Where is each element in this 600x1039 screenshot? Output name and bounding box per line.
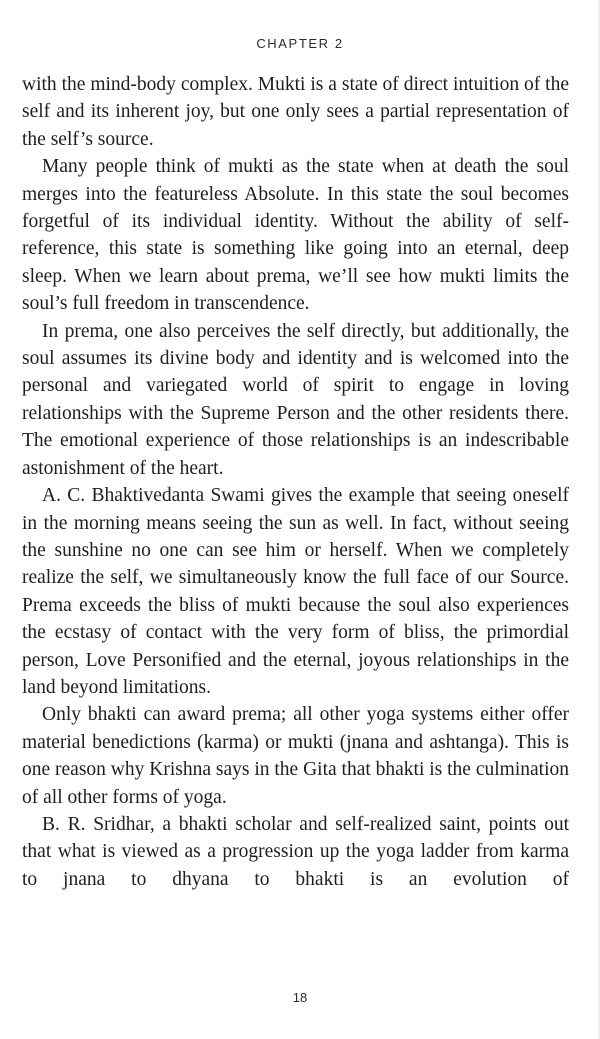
paragraph-prema: In prema, one also perceives the self directly, but additionally, the soul assumes its divine body and identity and is welcomed into the personal and variegated world of spirit to engage in loving relationships with the Supreme Person and the other residents there. The emotional experience of those relationships is an indescribable astonishment of the heart. — [22, 320, 569, 479]
paragraph-mukti-absolute: Many people think of mukti as the state when at death the soul merges into the featureless Absolute. In this state the soul becomes forgetful of its individual identity. Without the ability of self-reference, this state is something like going into an eternal, deep sleep. When we learn about prema, we’ll see how mukti limits the soul’s full freedom in transcendence. — [22, 156, 569, 315]
paragraph-continued: with the mind-body complex. Mukti is a state of direct intuition of the self and its inherent joy, but one only sees a partial representation of the self’s source. — [22, 74, 569, 150]
running-head: CHAPTER 2 — [256, 36, 344, 51]
paragraph-sridhar: B. R. Sridhar, a bhakti scholar and self-realized saint, points out that what is viewed as a progression up the yoga ladder from karma to jnana to dhyana to bhakti is an evolution of — [22, 813, 569, 890]
paragraph-bhaktivedanta: A. C. Bhaktivedanta Swami gives the example that seeing oneself in the morning means seeing the sun as well. In fact, without seeing the sunshine no one can see him or herself. When we completely realize the self, we simultaneously know the full face of our Source. Prema exceeds the bliss of mukti because the soul also experiences the ecstasy of contact with the very form of bliss, the primordial person, Love Personified and the eternal, joyous relationships in the land beyond limitations. — [22, 485, 569, 698]
body-text — [22, 71, 569, 893]
paragraph-only-bhakti: Only bhakti can award prema; all other yoga systems either offer material benedictions (karma) or mukti (jnana and ashtanga). This is one reason why Krishna says in the Gita that bhakti is the culmination of all other forms of yoga. — [22, 704, 569, 808]
page-number: 18 — [292, 990, 308, 1005]
